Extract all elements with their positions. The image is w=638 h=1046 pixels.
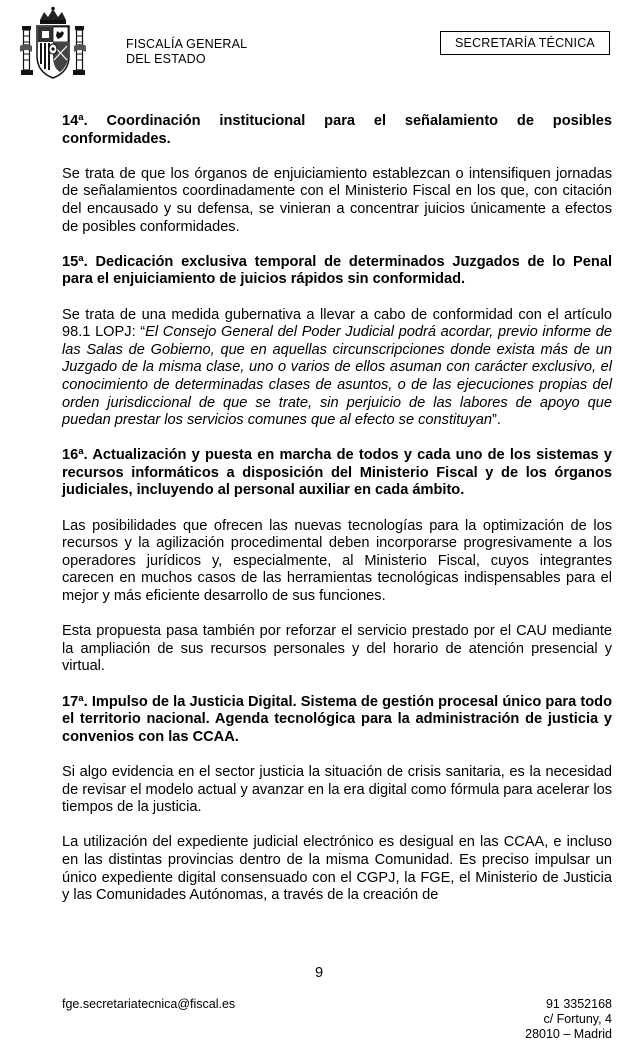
section-15-end: ”.	[491, 412, 501, 429]
section-16-paragraph-2: Esta propuesta pasa también por reforzar el servicio prestado por el CAU mediante la ampliación de sus recursos personales y del horario de atención presencial y virtual.	[62, 623, 612, 675]
section-15-intro: Se trata de una medida gubernativa a llevar a cabo de conformidad con el artículo 98.1 LOPJ: “	[62, 306, 612, 341]
footer-email: fge.secretariatecnica@fiscal.es	[62, 997, 236, 1011]
document-body	[62, 113, 612, 905]
organization-name-line1: FISCALÍA GENERAL	[126, 37, 248, 51]
section-14-title: 14ª. Coordinación institucional para el señalamiento de posibles conformidades.	[62, 113, 612, 147]
section-17-paragraph-2: La utilización del expediente judicial electrónico es desigual en las CCAA, e incluso en las distintas provincias dentro de la misma Comunidad. Es preciso impulsar un único expediente digital consensuado con el CGPJ, la FGE, el Ministerio de Justicia y las Comunidades Autónomas, a través de la creación de	[62, 834, 612, 904]
footer-city: 28010 – Madrid	[525, 1027, 612, 1041]
footer-phone: 91 3352168	[545, 997, 612, 1011]
organization-name	[126, 37, 247, 67]
section-16-paragraph-1: Las posibilidades que ofrecen las nuevas tecnologías para la optimización de los recursos y la agilización procedimental deben incorporarse progresivamente a los operadores jurídicos y, especialmente, al Ministerio Fiscal, cuyos integrantes carecen en muchos casos de las herramientas tecnológicas indispensables para el mejor y más eficiente desarrollo de sus funciones.	[62, 517, 612, 605]
page-number: 9	[314, 965, 324, 981]
section-16-title: 16ª. Actualización y puesta en marcha de todos y cada uno de los sistemas y recursos informáticos a disposición del Ministerio Fiscal y de los órganos judiciales, incluyendo al personal auxiliar en cada ámbito.	[62, 447, 612, 499]
coat-of-arms-icon	[18, 6, 88, 82]
department-box: SECRETARÍA TÉCNICA	[440, 31, 610, 55]
section-14-paragraph: Se trata de que los órganos de enjuiciamiento establezcan o intensifiquen jornadas de señalamientos coordinadamente con el Ministerio Fiscal en los que, con citación del encausado y su defensa, se vinieran a concentrar juicios únicamente a efectos de posibles conformidades.	[62, 165, 612, 235]
section-17-title: 17ª. Impulso de la Justicia Digital. Sistema de gestión procesal único para todo el territorio nacional. Agenda tecnológica para la administración de justicia y convenios con las CCAA.	[62, 693, 612, 745]
section-17-paragraph-1: Si algo evidencia en el sector justicia la situación de crisis sanitaria, es la necesidad de revisar el modelo actual y avanzar en la era digital como fórmula para acelerar los tiempos de la justicia.	[62, 763, 612, 816]
footer-street: c/ Fortuny, 4	[543, 1012, 612, 1026]
section-15-quote: El Consejo General del Poder Judicial podrá acordar, previo informe de las Salas de Gobierno, que en aquellas circunscripciones donde exista más de un Juzgado de la misma clase, uno o varios de ellos asuman con carácter exclusivo, el conocimiento de determinadas clases de asuntos, o de las ejecuciones propias del orden jurisdiccional de que se trate, sin perjuicio de las labores de apoyo que puedan prestar los servicios comunes que al efecto se constituyan	[62, 324, 612, 429]
section-15-paragraph	[62, 307, 612, 430]
section-15-title: 15ª. Dedicación exclusiva temporal de determinados Juzgados de lo Penal para el enjuiciamiento de juicios rápidos sin conformidad.	[62, 253, 612, 288]
organization-name-line2: DEL ESTADO	[126, 52, 206, 66]
footer-address	[525, 997, 612, 1042]
